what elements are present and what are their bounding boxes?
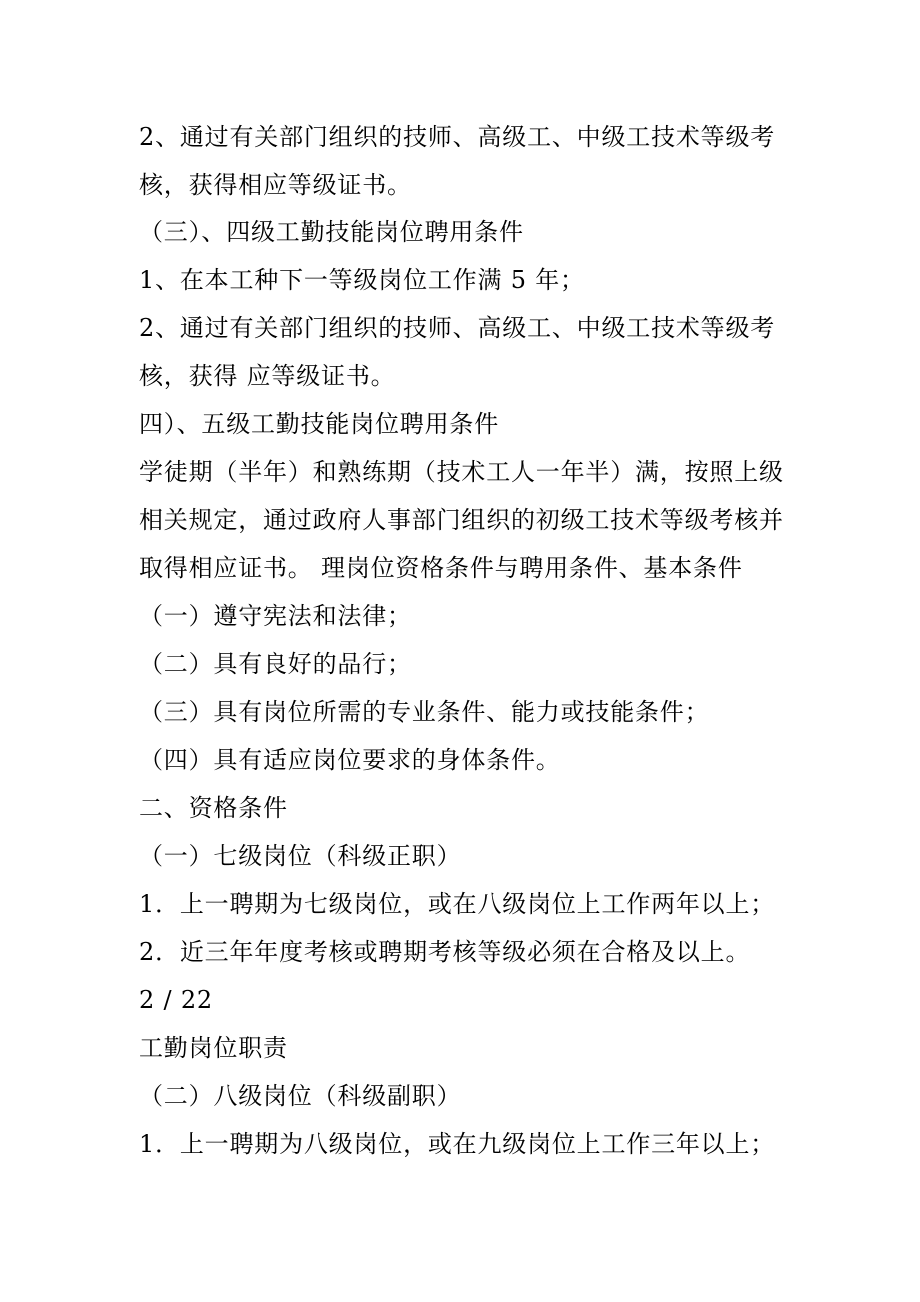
section-heading: 二、资格条件 [139,794,288,822]
subsection-heading: （二）八级岗位（科级副职） [139,1082,462,1110]
text-line: 核，获得相应等级证书。 [139,171,412,199]
text-line: 2、通过有关部门组织的技师、高级工、中级工技术等级考 [139,123,776,151]
text-line: 2、通过有关部门组织的技师、高级工、中级工技术等级考 [139,314,776,342]
text-line: 学徒期（半年）和熟练期（技术工人一年半）满，按照上级 [139,458,784,486]
list-item: （二）具有良好的品行； [139,650,412,678]
text-line: 1、在本工种下一等级岗位工作满 5 年； [139,266,585,294]
section-heading: （三）、四级工勤技能岗位聘用条件 [139,218,524,246]
subsection-heading: （一）七级岗位（科级正职） [139,842,462,870]
list-item: 2．近三年年度考核或聘期考核等级必须在合格及以上。 [139,938,751,966]
list-item: （三）具有岗位所需的专业条件、能力或技能条件； [139,698,710,726]
section-heading: 四）、五级工勤技能岗位聘用条件 [139,410,499,438]
text-line: 核，获得 应等级证书。 [139,362,396,390]
text-line: 相关规定，通过政府人事部门组织的初级工技术等级考核并 [139,506,784,534]
list-item: （一）遵守宪法和法律； [139,602,412,630]
running-header: 工勤岗位职责 [139,1034,288,1062]
list-item: （四）具有适应岗位要求的身体条件。 [139,746,561,774]
list-item: 1．上一聘期为八级岗位，或在九级岗位上工作三年以上； [139,1130,776,1158]
list-item: 1．上一聘期为七级岗位，或在八级岗位上工作两年以上； [139,890,776,918]
text-line: 取得相应证书。 理岗位资格条件与聘用条件、基本条件 [139,554,743,582]
page-number: 2 / 22 [139,986,213,1014]
